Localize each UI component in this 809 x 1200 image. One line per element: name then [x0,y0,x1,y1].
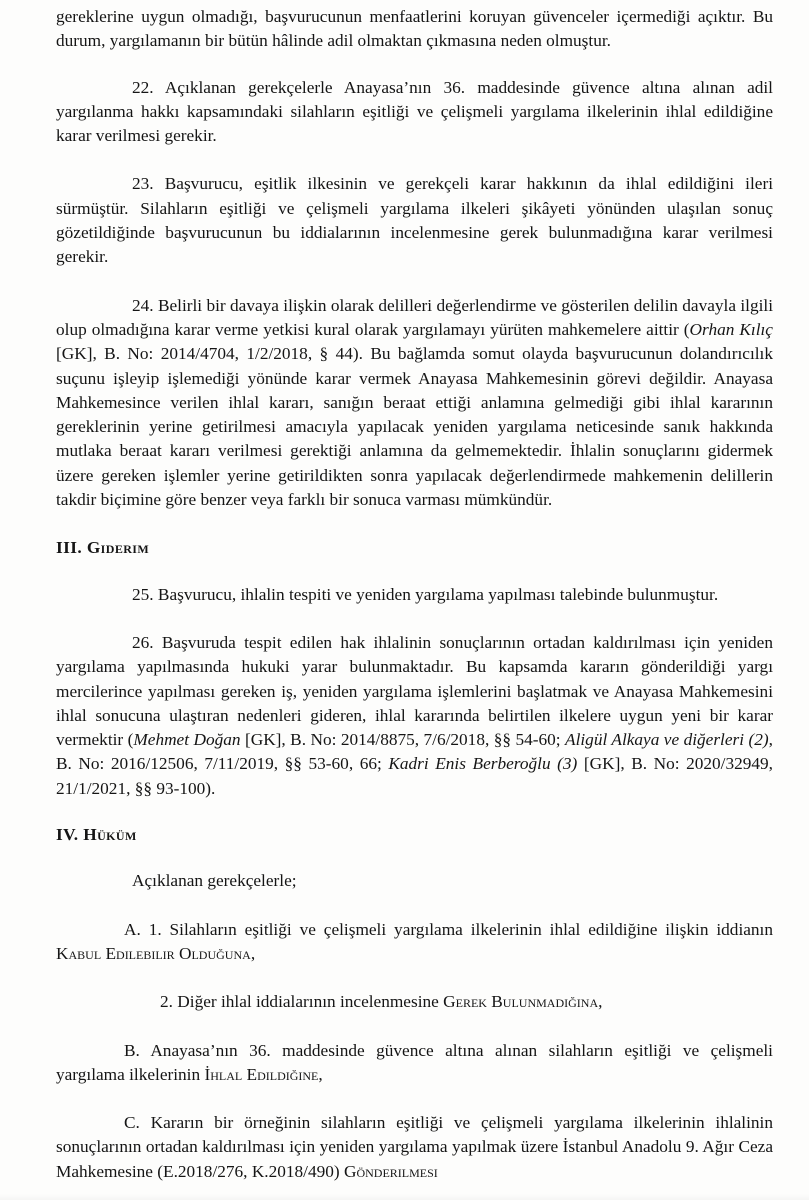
judgment-item-b-end: , [318,1064,323,1084]
section-4-heading [56,823,773,847]
judgment-item-b [56,1039,773,1088]
judgment-item-c [56,1111,773,1184]
paragraph-25: 25. Başvurucu, ihlalin tespiti ve yeniden yargılama yapılması talebinde bulunmuştur. [132,584,719,604]
judgment-item-a2-ruling: Gerek Bulunmadığına [443,992,599,1012]
section-4-title: Hüküm [83,825,137,845]
section-3-heading [56,536,773,560]
paragraph-24 [56,294,773,513]
paragraph-22: 22. Açıklanan gerekçelerle Anayasa’nın 36. maddesinde güvence altına alınan adil yargılanma hakkı kapsamındaki silahların eşitliği ve çelişmeli yargılama ilkelerinin ihlal edildiğine karar verilmesi gerekir. [56,77,773,146]
judgment-intro: Açıklanan gerekçelerle; [132,871,297,891]
judgment-item-a1-end: , [250,943,256,963]
paragraph-26-text-d: [GK], B. No: 2020/32949, 21/1/2021, §§ 93-100). [56,754,773,798]
judgment-item-a2-end: , [598,992,603,1012]
judgment-item-a1-text: A. 1. Silahların eşitliği ve çelişmeli yargılama ilkelerinin ihlal edildiğine ilişkin iddianın [124,919,773,939]
judgment-item-a2 [56,990,773,1014]
page-bottom-edge [0,1194,809,1200]
judgment-item-a1 [56,918,773,967]
judgment-item-b-ruling: İhlal Edildiğine [204,1064,319,1084]
paragraph-26-text-b: [GK], B. No: 2014/8875, 7/6/2018, §§ 54-60; [240,730,566,750]
judgment-item-c-text: C. Kararın bir örneğinin silahların eşitliği ve çelişmeli yargılama ilkelerinin ihlalinin sonuçlarının ortadan kaldırılması için yeniden yargılama yapılmak üzere İstanbul Anadolu 9. Ağır Ceza Mahkemesine (E.2018/276, K.2018/490) [56,1113,773,1181]
judgment-item-a1-ruling: Kabul Edilebilir Olduğuna [56,943,251,963]
paragraph-26-text-a: 26. Başvuruda tespit edilen hak ihlalinin sonuçlarının ortadan kaldırılması için yeniden yargılama yapılmasında hukuki yarar bulunmaktadır. Bu kapsamda kararın gönderildiği yargı mercilerince yapılması gereken iş, yeniden yargılama işlemlerini başlatmak ve Anayasa Mahkemesini ihlal sonucuna ulaştıran nedenleri gideren, ihlal kararında belirtilen ilkelere uygun yeni bir karar vermektir ( [56,632,773,750]
judgment-item-b-text: B. Anayasa’nın 36. maddesinde güvence altına alınan silahların eşitliği ve çelişmeli yargılama ilkelerinin [56,1040,773,1084]
paragraph-26-text-c: , B. No: 2016/12506, 7/11/2019, §§ 53-60, 66; [56,730,773,774]
citation-orhan-kilic: Orhan Kılıç [689,319,773,339]
paragraph-24-text-b: [GK], B. No: 2014/4704, 1/2/2018, § 44). Bu bağlamda somut olayda başvurucunun dolandırıcılık suçunu işleyip işlemediği yönünde karar vermek Anayasa Mahkemesinin görevi değildir. Anayasa Mahkemesince verilen ihlal kararı, sanığın beraat ettiği anlamına gelmediği gibi ihlal kararının gereklerinin yerine getirilmesi amacıyla yapılacak yeniden yargılama neticesinde sanık hakkında mutlaka beraat kararı verilmesi gerektiği anlamına da gelmemektedir. İhlalin sonuçlarını gidermek üzere gereken işlemler yerine getirildikten sonra yapılacak değerlendirmede mahkemenin delillerin takdir biçimine göre benzer veya farklı bir sonuca varması mümkündür. [56,344,773,510]
section-4-number: IV. [56,825,79,845]
paragraph-24-text-a: 24. Belirli bir davaya ilişkin olarak delilleri değerlendirme ve gösterilen delilin davayla ilgili olup olmadığına karar verme yetkisi kural olarak yargılamayı yürüten mahkemelere aittir ( [56,295,773,339]
citation-mehmet-dogan: Mehmet Doğan [133,730,241,750]
citation-kadri-enis-berberoglu: Kadri Enis Berberoğlu (3) [388,754,578,774]
paragraph-23: 23. Başvurucu, eşitlik ilkesinin ve gerekçeli karar hakkının da ihlal edildiğini ileri sürmüştür. Silahların eşitliği ve çelişmeli yargılama ilkeleri şikâyeti yönünden ulaşılan sonuç gözetildiğinde başvurucunun bu iddialarının incelenmesine gerek bulunmadığına karar verilmesi gerekir. [56,174,773,267]
paragraph-21-tail: gereklerine uygun olmadığı, başvurucunun menfaatlerini koruyan güvenceler içermediği açıktır. Bu durum, yargılamanın bir bütün hâlinde adil olmaktan çıkmasına neden olmuştur. [56,7,773,51]
judgment-item-a2-text: 2. Diğer ihlal iddialarının incelenmesine [160,992,444,1012]
paragraph-26 [56,631,773,801]
section-3-number: III. [56,538,83,558]
judgment-item-c-ruling: Gönderilmesi [343,1161,438,1181]
citation-aligul-alkaya: Aligül Alkaya ve diğerleri (2) [565,730,769,750]
section-3-title: Giderim [86,538,150,558]
